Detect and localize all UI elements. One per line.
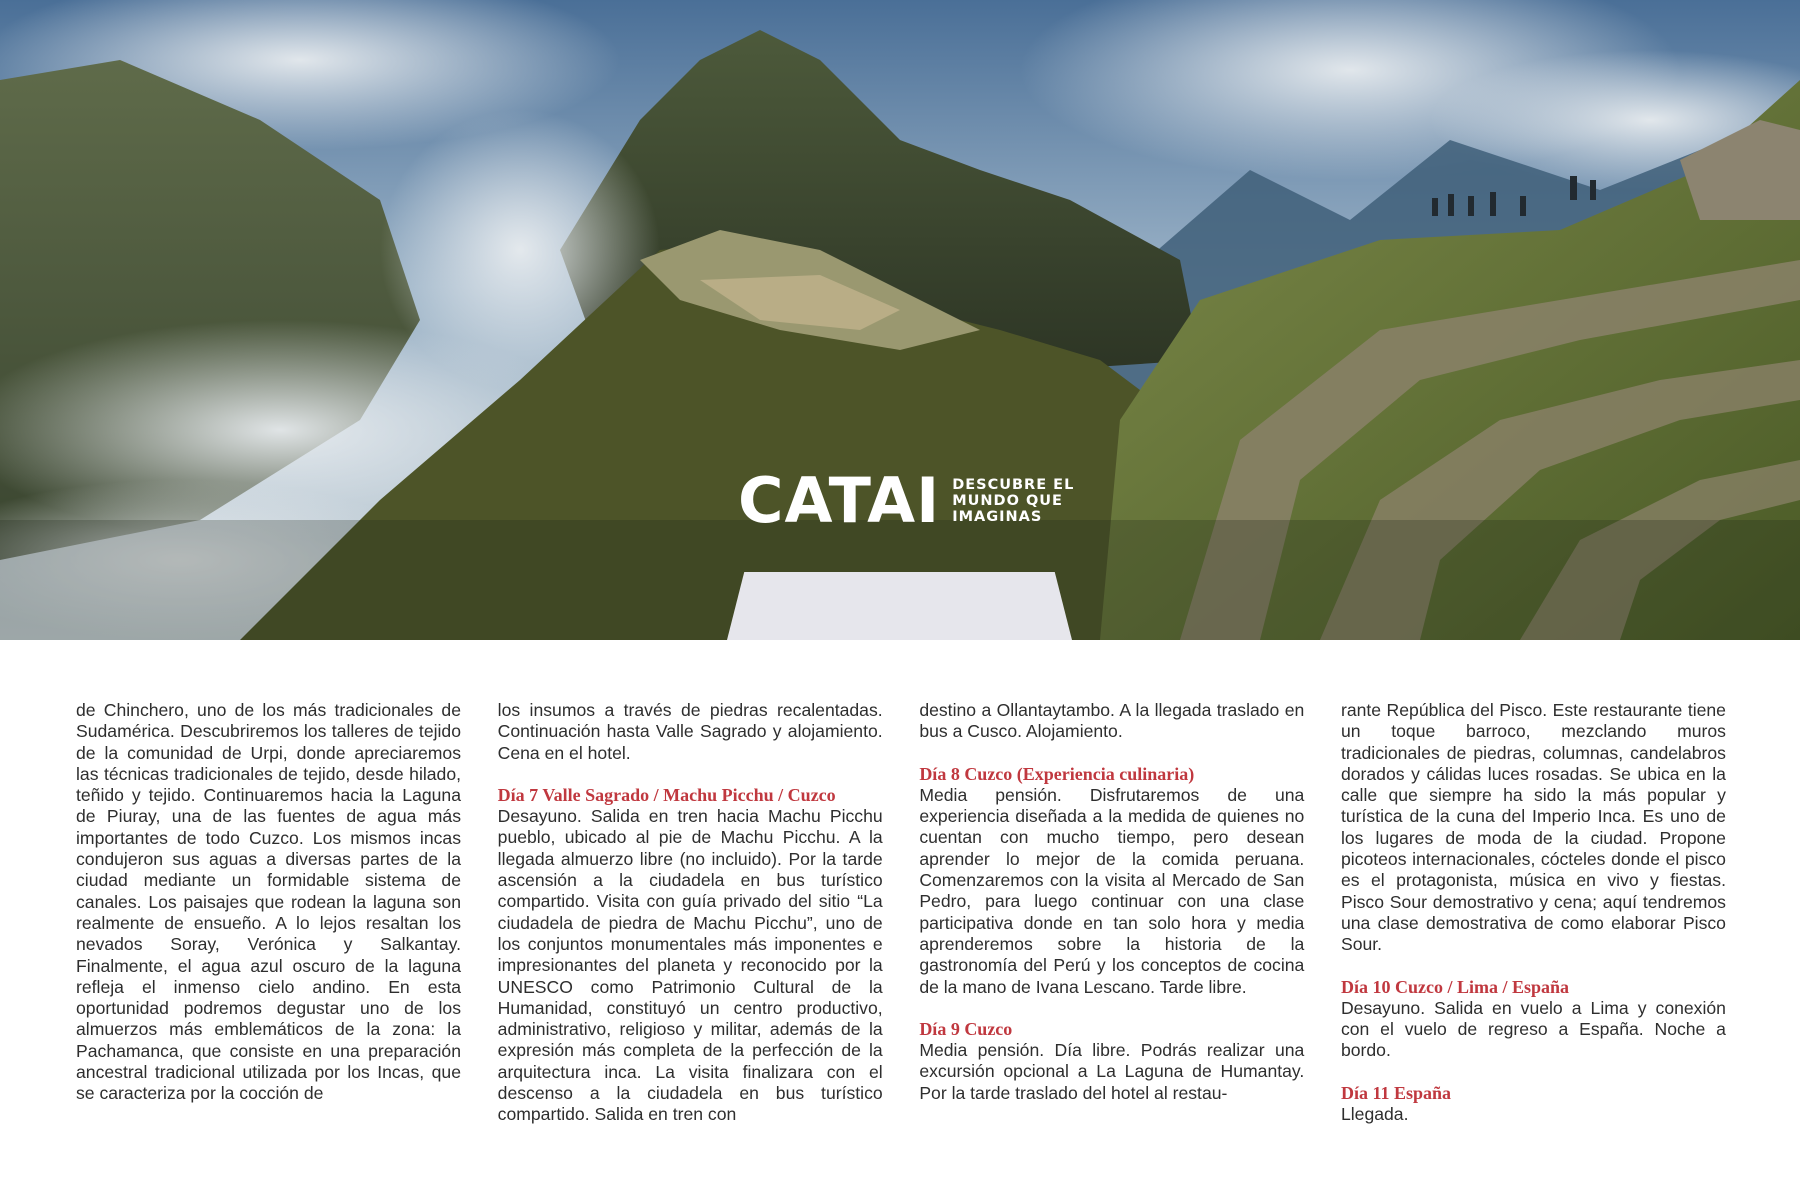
paragraph [498,700,883,764]
brand-tagline-line: MUNDO QUE [952,493,1063,509]
text-column-2 [498,700,883,1147]
paragraph-text: de Chinchero, uno de los más tradicionales de Sudamérica. Descubriremos los talleres de tejido de la comunidad de Urpi, donde apreciaremos las técnicas tradicionales de tejido, desde hilado, teñido y tejido. Continuaremos hacia la Laguna de Piuray, una de las fuentes de agua más importantes de todo Cuzco. Los mismos incas condujeron sus aguas a diversas partes de la ciudad mediante un formidable sistema de canales. Los paisajes que rodean la laguna son realmente de ensueño. A lo lejos resaltan los nevados Soray, Verónica y Salkantay. Finalmente, el agua azul oscuro de la laguna refleja el inmenso cielo andino. En esta oportunidad podremos degustar uno de los almuerzos más emblemáticos de la zona: la Pachamanca, que consiste en una preparación ancestral tradicional utilizada por los Incas, que se caracteriza por la cocción de [76,700,461,1104]
day-title: Día 9 Cuzco [919,1018,1013,1039]
day-section [919,764,1304,998]
text-column-4 [1341,700,1726,1147]
catai-logo [738,464,1075,537]
text-column-3 [919,700,1304,1147]
day-section [1341,977,1726,1062]
day-section [498,785,883,1126]
paragraph-text: Llegada. [1340,1104,1409,1125]
paragraph-text: destino a Ollantaytambo. A la llegada traslado en bus a Cusco. Alojamiento. [919,700,1305,742]
paragraph-text: los insumos a través de piedras recalentadas. Continuación hasta Valle Sagrado y alojamiento. Cena en el hotel. [497,700,883,763]
paragraph-text: Desayuno. Salida en tren hacia Machu Picchu pueblo, ubicado al pie de Machu Picchu. A la llegada almuerzo libre (no incluido). Por la tarde ascensión a la ciudadela en bus turístico compartido. Visita con guía privado del sitio “La ciudadela de piedra de Machu Picchu”, uno de los conjuntos monumentales más imponentes e impresionantes del planeta y reconocido por la UNESCO como Patrimonio Cultural de la Humanidad, constituyó un centro productivo, administrativo, religioso y militar, además de la expresión más completa de la perfección de la arquitectura inca. La visita finalizara con el descenso a la ciudadela en bus turístico compartido. Salida en tren con [497,806,883,1125]
itinerary-columns [76,700,1726,1147]
day-title: Día 11 España [1340,1082,1452,1103]
day-section [919,1019,1304,1104]
brand-name: CATAI [738,464,941,537]
paragraph [919,700,1304,743]
day-title: Día 7 Valle Sagrado / Machu Picchu / Cuzco [497,784,836,805]
paragraph-text: Media pensión. Disfrutaremos de una experiencia diseñada a la medida de quienes no cuentan con mucho tiempo, pero desean aprender lo mejor de la comida peruana. Comenzaremos con la visita al Mercado de San Pedro, para luego continuar con una clase participativa donde en tan solo hora y media aprenderemos sobre la historia de la gastronomía del Perú y los conceptos de cocina de la mano de Ivana Lescano. Tarde libre. [919,784,1305,997]
brand-tagline-line: IMAGINAS [952,509,1043,525]
brand-tagline [952,477,1074,525]
brand-tagline-line: DESCUBRE EL [952,477,1075,493]
paragraph [76,700,461,1105]
paragraph [1341,700,1726,956]
text-column-1 [76,700,461,1147]
day-title: Día 8 Cuzco (Experiencia culinaria) [919,763,1195,784]
page-tab-shape [727,572,1072,640]
day-section [1341,1083,1726,1126]
paragraph-text: Desayuno. Salida en vuelo a Lima y conexión con el vuelo de regreso a España. Noche a bordo. [1340,997,1726,1061]
paragraph-text: rante República del Pisco. Este restaurante tiene un toque barroco, mezclando muros tradicionales de piedras, columnas, candelabros dorados y cálidas luces rosadas. Se ubica en la calle que siempre ha sido la más popular y turística de la cuna del Imperio Inca. Es uno de los lugares de moda de la ciudad. Propone picoteos internacionales, cócteles donde el pisco es el protagonista, música en vivo y fiestas. Pisco Sour demostrativo y cena; aquí tendremos una clase demostrativa de como elaborar Pisco Sour. [1340,700,1726,955]
day-title: Día 10 Cuzco / Lima / España [1340,976,1569,997]
paragraph-text: Media pensión. Día libre. Podrás realizar una excursión opcional a La Laguna de Humantay. Por la tarde traslado del hotel al restau- [919,1040,1305,1103]
